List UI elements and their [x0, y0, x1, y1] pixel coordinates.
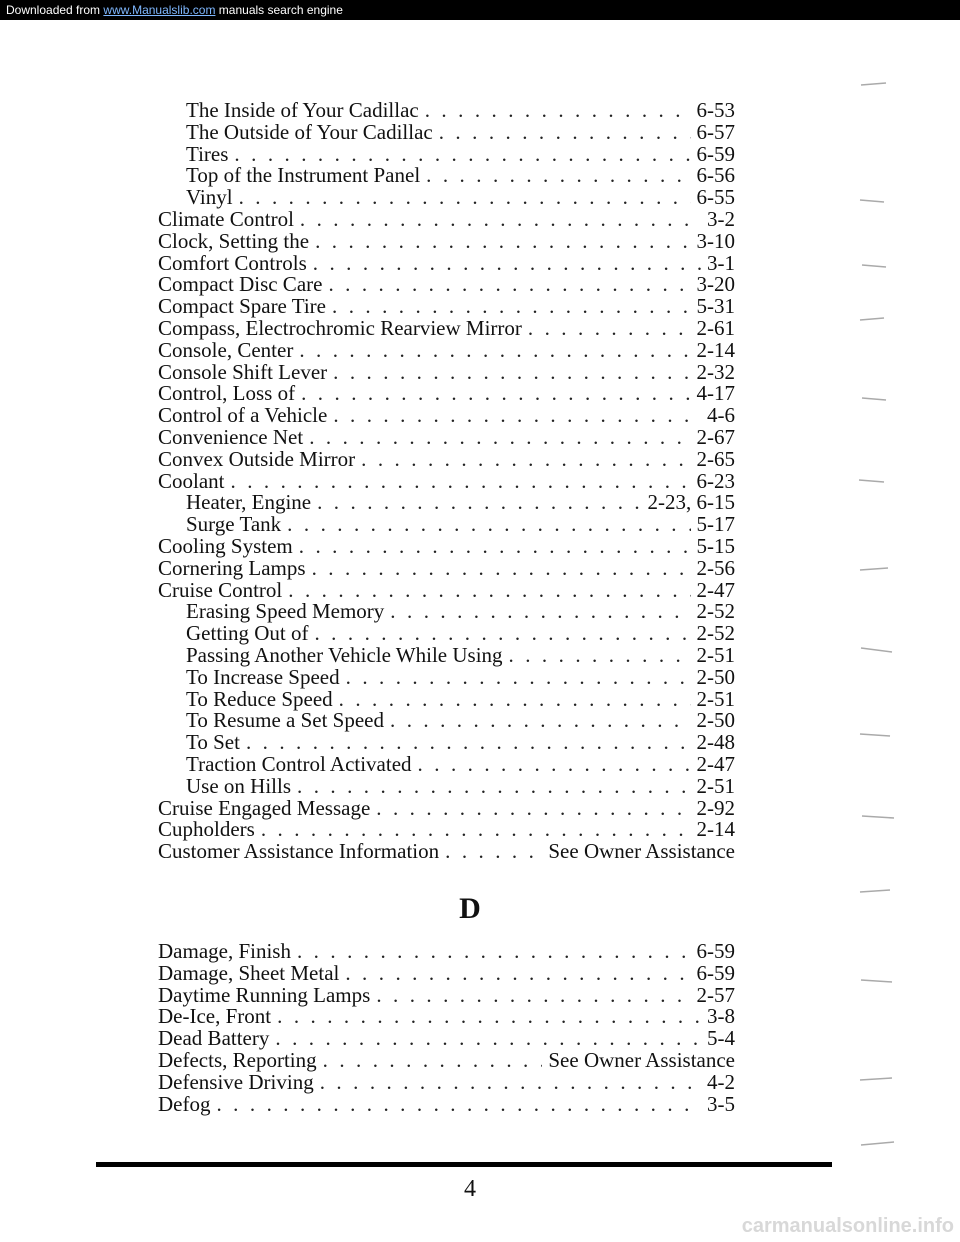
index-term: Damage, Finish	[158, 939, 291, 963]
footer-rule	[96, 1162, 832, 1167]
index-entry	[158, 533, 735, 558]
index-entry	[158, 577, 735, 602]
dot-leader	[528, 318, 691, 340]
dot-leader	[277, 1006, 701, 1028]
index-page-ref: See Owner Assistance	[548, 839, 735, 864]
index-entry	[158, 492, 735, 514]
index-term: To Reduce Speed	[186, 686, 333, 711]
dot-leader	[300, 209, 701, 231]
index-section-c	[158, 100, 735, 863]
index-entry	[158, 165, 735, 187]
index-term: Daytime Running Lamps	[158, 982, 371, 1007]
dot-leader	[346, 667, 691, 689]
index-page-ref: 6-53	[696, 98, 735, 122]
index-page-ref: 4-2	[707, 1069, 735, 1094]
dot-leader	[317, 492, 641, 514]
dot-leader	[445, 841, 542, 863]
index-entry	[158, 751, 735, 776]
index-entry	[158, 141, 735, 166]
index-term: Console, Center	[158, 337, 294, 362]
watermark: carmanualsonline.info	[741, 1215, 954, 1237]
dot-leader	[301, 383, 690, 405]
index-entry	[158, 555, 735, 580]
section-heading-d: D	[459, 892, 481, 925]
index-entry	[158, 623, 735, 645]
index-term: Damage, Sheet Metal	[158, 960, 340, 985]
dot-leader	[315, 231, 690, 253]
index-page-ref: 6-23	[696, 468, 735, 493]
index-page-ref: 2-47	[696, 751, 735, 776]
dot-leader	[275, 1028, 701, 1050]
index-term: Defensive Driving	[158, 1069, 314, 1094]
index-entry	[158, 337, 735, 362]
index-page-ref: 5-15	[696, 533, 735, 558]
dot-leader	[509, 645, 691, 667]
index-page-ref: 2-23, 6-15	[647, 490, 735, 515]
index-term: Erasing Speed Memory	[186, 599, 385, 624]
index-page-ref: 3-20	[696, 272, 735, 297]
index-entry	[158, 1006, 735, 1028]
index-page-ref: 2-57	[696, 982, 735, 1007]
index-page-ref: 2-50	[696, 664, 735, 689]
index-page-ref: 5-17	[696, 512, 735, 537]
index-term: Defects, Reporting	[158, 1047, 317, 1072]
index-page-ref: See Owner Assistance	[548, 1047, 735, 1072]
index-page-ref: 2-92	[696, 795, 735, 820]
index-entry	[158, 841, 735, 863]
dot-leader	[239, 187, 691, 209]
index-entry	[158, 710, 735, 732]
page-number: 4	[464, 1176, 476, 1202]
index-page-ref: 6-56	[696, 163, 735, 188]
dot-leader	[332, 296, 691, 318]
dot-leader	[312, 558, 691, 580]
index-term: The Inside of Your Cadillac	[186, 98, 419, 122]
index-page-ref: 2-48	[696, 730, 735, 755]
index-term: Cruise Control	[158, 577, 283, 602]
index-page-ref: 6-59	[696, 141, 735, 166]
index-entry	[158, 819, 735, 841]
index-term: Control of a Vehicle	[158, 403, 328, 428]
index-term: Climate Control	[158, 206, 294, 231]
index-page-ref: 4-17	[696, 381, 735, 406]
dot-leader	[390, 710, 691, 732]
index-term: Tires	[186, 141, 229, 166]
dot-leader	[339, 689, 691, 711]
index-entry	[158, 206, 735, 231]
index-term: Cruise Engaged Message	[158, 795, 371, 820]
dot-leader	[320, 1072, 701, 1094]
banner-prefix: Downloaded from	[6, 3, 101, 17]
index-entry	[158, 941, 735, 963]
index-term: Defog	[158, 1091, 211, 1116]
index-page-ref: 2-61	[696, 315, 735, 340]
index-term: Control, Loss of	[158, 381, 296, 406]
dot-leader	[299, 340, 690, 362]
manualslib-link[interactable]: www.Manualslib.com	[103, 3, 216, 17]
index-page-ref: 3-10	[696, 228, 735, 253]
index-page-ref: 3-8	[707, 1004, 735, 1029]
index-entry	[158, 1028, 735, 1050]
index-page-ref: 2-50	[696, 708, 735, 733]
index-term: Console Shift Lever	[158, 359, 328, 384]
dot-leader	[231, 471, 691, 493]
index-page-ref: 2-65	[696, 446, 735, 471]
dot-leader	[376, 985, 690, 1007]
index-term: Customer Assistance Information	[158, 839, 440, 864]
index-entry	[158, 795, 735, 820]
index-page-ref: 6-55	[696, 185, 735, 210]
index-page-ref: 2-67	[696, 424, 735, 449]
index-entry	[158, 1091, 735, 1116]
dot-leader	[288, 580, 690, 602]
download-banner-text	[6, 3, 343, 17]
index-entry	[158, 296, 735, 318]
index-term: Cornering Lamps	[158, 555, 306, 580]
index-term: Cooling System	[158, 533, 293, 558]
index-page-ref: 5-31	[696, 294, 735, 319]
index-term: Dead Battery	[158, 1026, 270, 1051]
dot-leader	[261, 819, 691, 841]
dot-leader	[390, 601, 690, 623]
index-page-ref: 2-32	[696, 359, 735, 384]
index-page-ref: 3-1	[707, 250, 735, 275]
index-section-d	[158, 941, 735, 1115]
index-entry	[158, 424, 735, 449]
index-term: Cupholders	[158, 817, 255, 842]
index-term: Top of the Instrument Panel	[186, 163, 421, 188]
index-term: The Outside of Your Cadillac	[186, 119, 433, 144]
index-entry	[158, 228, 735, 253]
index-page-ref: 2-51	[696, 686, 735, 711]
index-term: To Increase Speed	[186, 664, 340, 689]
index-entry	[158, 250, 735, 275]
index-entry	[158, 274, 735, 296]
dot-leader	[297, 776, 691, 798]
index-page-ref: 2-52	[696, 599, 735, 624]
index-entry	[158, 468, 735, 493]
index-entry	[158, 1069, 735, 1094]
index-entry	[158, 1047, 735, 1072]
index-term: Passing Another Vehicle While Using	[186, 642, 503, 667]
index-entry	[158, 514, 735, 536]
index-entry	[158, 982, 735, 1007]
dot-leader	[376, 798, 690, 820]
dot-leader	[246, 732, 691, 754]
index-term: Heater, Engine	[186, 490, 312, 515]
index-term: Coolant	[158, 468, 225, 493]
index-term: Compass, Electrochromic Rearview Mirror	[158, 315, 522, 340]
index-term: Use on Hills	[186, 773, 291, 798]
index-term: To Set	[186, 730, 240, 755]
index-page-ref: 6-59	[696, 960, 735, 985]
index-term: Vinyl	[186, 185, 233, 210]
dot-leader	[299, 536, 691, 558]
index-term: Traction Control Activated	[186, 751, 412, 776]
download-banner	[0, 0, 960, 20]
index-entry	[158, 664, 735, 689]
dot-leader	[314, 623, 690, 645]
dot-leader	[361, 449, 690, 471]
dot-leader	[323, 1050, 543, 1072]
dot-leader	[297, 941, 691, 963]
index-term: Surge Tank	[186, 512, 282, 537]
index-entry	[158, 100, 735, 122]
dot-leader	[234, 144, 690, 166]
index-entry	[158, 383, 735, 405]
index-page-ref: 6-57	[696, 119, 735, 144]
index-term: Comfort Controls	[158, 250, 307, 275]
dot-leader	[313, 253, 701, 275]
dot-leader	[418, 754, 691, 776]
dot-leader	[439, 122, 691, 144]
index-page-ref: 5-4	[707, 1026, 735, 1051]
index-entry	[158, 773, 735, 798]
index-page-ref: 3-2	[707, 206, 735, 231]
dot-leader	[216, 1094, 701, 1116]
index-term: Clock, Setting the	[158, 228, 310, 253]
dot-leader	[309, 427, 690, 449]
index-term: Compact Disc Care	[158, 272, 323, 297]
index-entry	[158, 686, 735, 711]
banner-suffix: manuals search engine	[218, 3, 343, 17]
index-entry	[158, 446, 735, 471]
index-entry	[158, 405, 735, 427]
index-entry	[158, 359, 735, 384]
margin-scan-marks	[846, 80, 906, 1160]
index-page-ref: 2-56	[696, 555, 735, 580]
index-page-ref: 2-51	[696, 773, 735, 798]
index-term: Getting Out of	[186, 621, 309, 646]
dot-leader	[287, 514, 690, 536]
dot-leader	[333, 405, 701, 427]
index-entry	[158, 960, 735, 985]
dot-leader	[345, 963, 690, 985]
index-term: To Resume a Set Speed	[186, 708, 384, 733]
index-page-ref: 2-14	[696, 337, 735, 362]
index-term: De-Ice, Front	[158, 1004, 272, 1029]
dot-leader	[333, 362, 690, 384]
index-page-ref: 6-59	[696, 939, 735, 963]
index-page-ref: 2-51	[696, 642, 735, 667]
index-entry	[158, 187, 735, 209]
index-entry	[158, 642, 735, 667]
index-term: Convenience Net	[158, 424, 304, 449]
index-entry	[158, 315, 735, 340]
index-entry	[158, 601, 735, 623]
index-page-ref: 2-14	[696, 817, 735, 842]
index-page-ref: 2-52	[696, 621, 735, 646]
dot-leader	[426, 165, 690, 187]
dot-leader	[425, 100, 691, 122]
index-page-ref: 4-6	[707, 403, 735, 428]
index-entry	[158, 732, 735, 754]
index-entry	[158, 119, 735, 144]
dot-leader	[328, 274, 690, 296]
index-page-ref: 2-47	[696, 577, 735, 602]
index-term: Convex Outside Mirror	[158, 446, 356, 471]
index-term: Compact Spare Tire	[158, 294, 326, 319]
index-page-ref: 3-5	[707, 1091, 735, 1116]
